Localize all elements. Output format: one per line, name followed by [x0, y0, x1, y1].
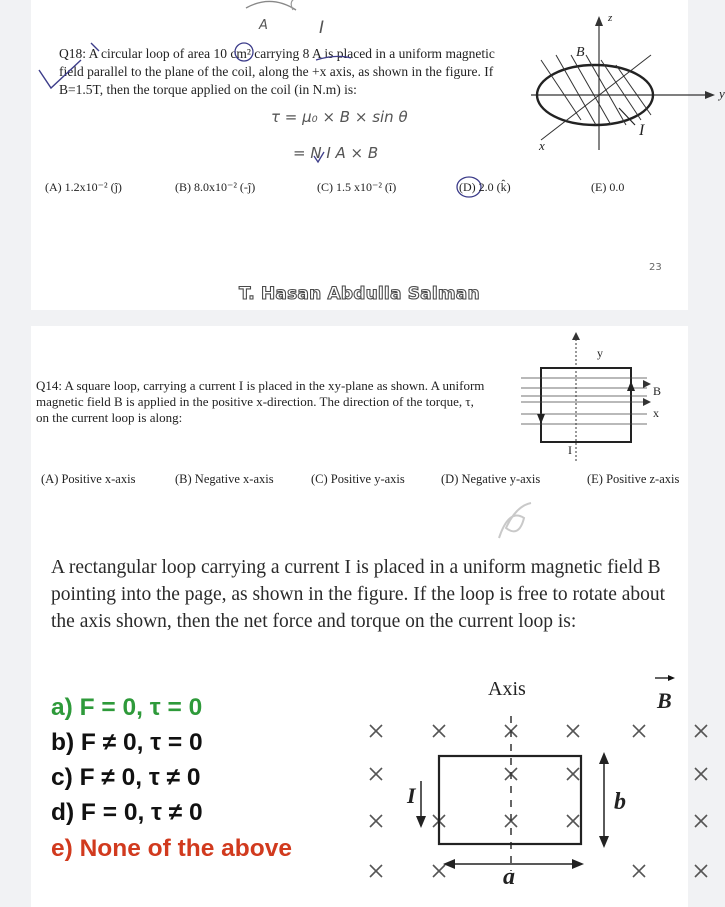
q18-option-d[interactable]: (D) 2.0 (k̂): [459, 180, 511, 194]
q3-text: A rectangular loop carrying a current I is placed in a uniform magnetic field B pointing into the page, as shown in the figure. If the loop is free to rotate about the axis shown, then the net force and torque on the current loop is:: [51, 557, 666, 632]
q3-answer-c[interactable]: c) F ≠ 0, τ ≠ 0: [51, 764, 201, 791]
x-axis-label: x: [539, 138, 545, 153]
q14-x-label: x: [653, 406, 659, 420]
q18-option-e[interactable]: (E) 0.0: [591, 180, 625, 194]
q18-option-b[interactable]: (B) 8.0x10⁻² (-ĵ): [175, 180, 256, 194]
y-axis-label: y: [719, 86, 725, 101]
q18-option-c[interactable]: (C) 1.5 x10⁻² (î): [317, 180, 397, 194]
faint-scribble: [491, 498, 551, 543]
q14-option-d[interactable]: (D) Negative y-axis: [441, 472, 541, 486]
q3-answer-a[interactable]: a) F = 0, τ = 0: [51, 694, 203, 721]
z-axis-label: z: [608, 12, 613, 24]
annotation-i: I: [319, 18, 325, 38]
q14-option-a[interactable]: (A) Positive x-axis: [41, 472, 136, 486]
q14-option-b[interactable]: (B) Negative x-axis: [175, 472, 274, 486]
q3-loop-figure: [321, 696, 711, 906]
annotation-a: A: [259, 18, 268, 33]
current-i-label: I: [407, 783, 416, 808]
q3-answer-d[interactable]: d) F = 0, τ ≠ 0: [51, 799, 203, 826]
q14-b-label: B: [653, 384, 662, 398]
handwritten-formula-2: = N I A × B: [293, 144, 379, 162]
handwritten-formula-1: τ = μ₀ × B × sin θ: [271, 108, 408, 126]
q18-coil-figure: [501, 0, 691, 170]
q14-option-e[interactable]: (E) Positive z-axis: [587, 472, 680, 486]
q18-text: Q18: A circular loop of area 10 cm² carrying 8 A is placed in a uniform magnetic field parallel to the plane of the coil, along the +x axis, as shown in the figure. If B=1.5T, then the torque applied on the coil (in N.m) is:: [59, 46, 495, 97]
height-b-label: b: [614, 789, 626, 815]
q14-y-label: y: [597, 346, 603, 360]
q18-option-a[interactable]: (A) 1.2x10⁻² (ĵ): [45, 180, 122, 194]
axis-label: Axis: [488, 678, 526, 700]
q14-text: Q14: A square loop, carrying a current I is placed in the xy-plane as shown. A uniform magnetic field B is applied in the positive x-direction. The direction of the torque, τ, on the current loop is along:: [36, 378, 485, 425]
width-a-label: a: [503, 864, 515, 890]
field-b-vector-label: B: [657, 688, 672, 713]
question-18-card: [31, 0, 725, 310]
q14-i-label: I: [568, 443, 572, 457]
field-b-label: B: [576, 45, 585, 60]
question-14-card: [31, 326, 688, 907]
q3-answer-b[interactable]: b) F ≠ 0, τ = 0: [51, 729, 203, 756]
q3-answer-e[interactable]: e) None of the above: [51, 835, 292, 862]
current-i-label: I: [639, 122, 645, 139]
author-signature: T. Hasan Abdulla Salman: [239, 284, 480, 304]
q14-option-c[interactable]: (C) Positive y-axis: [311, 472, 405, 486]
page-number: 23: [649, 262, 662, 273]
